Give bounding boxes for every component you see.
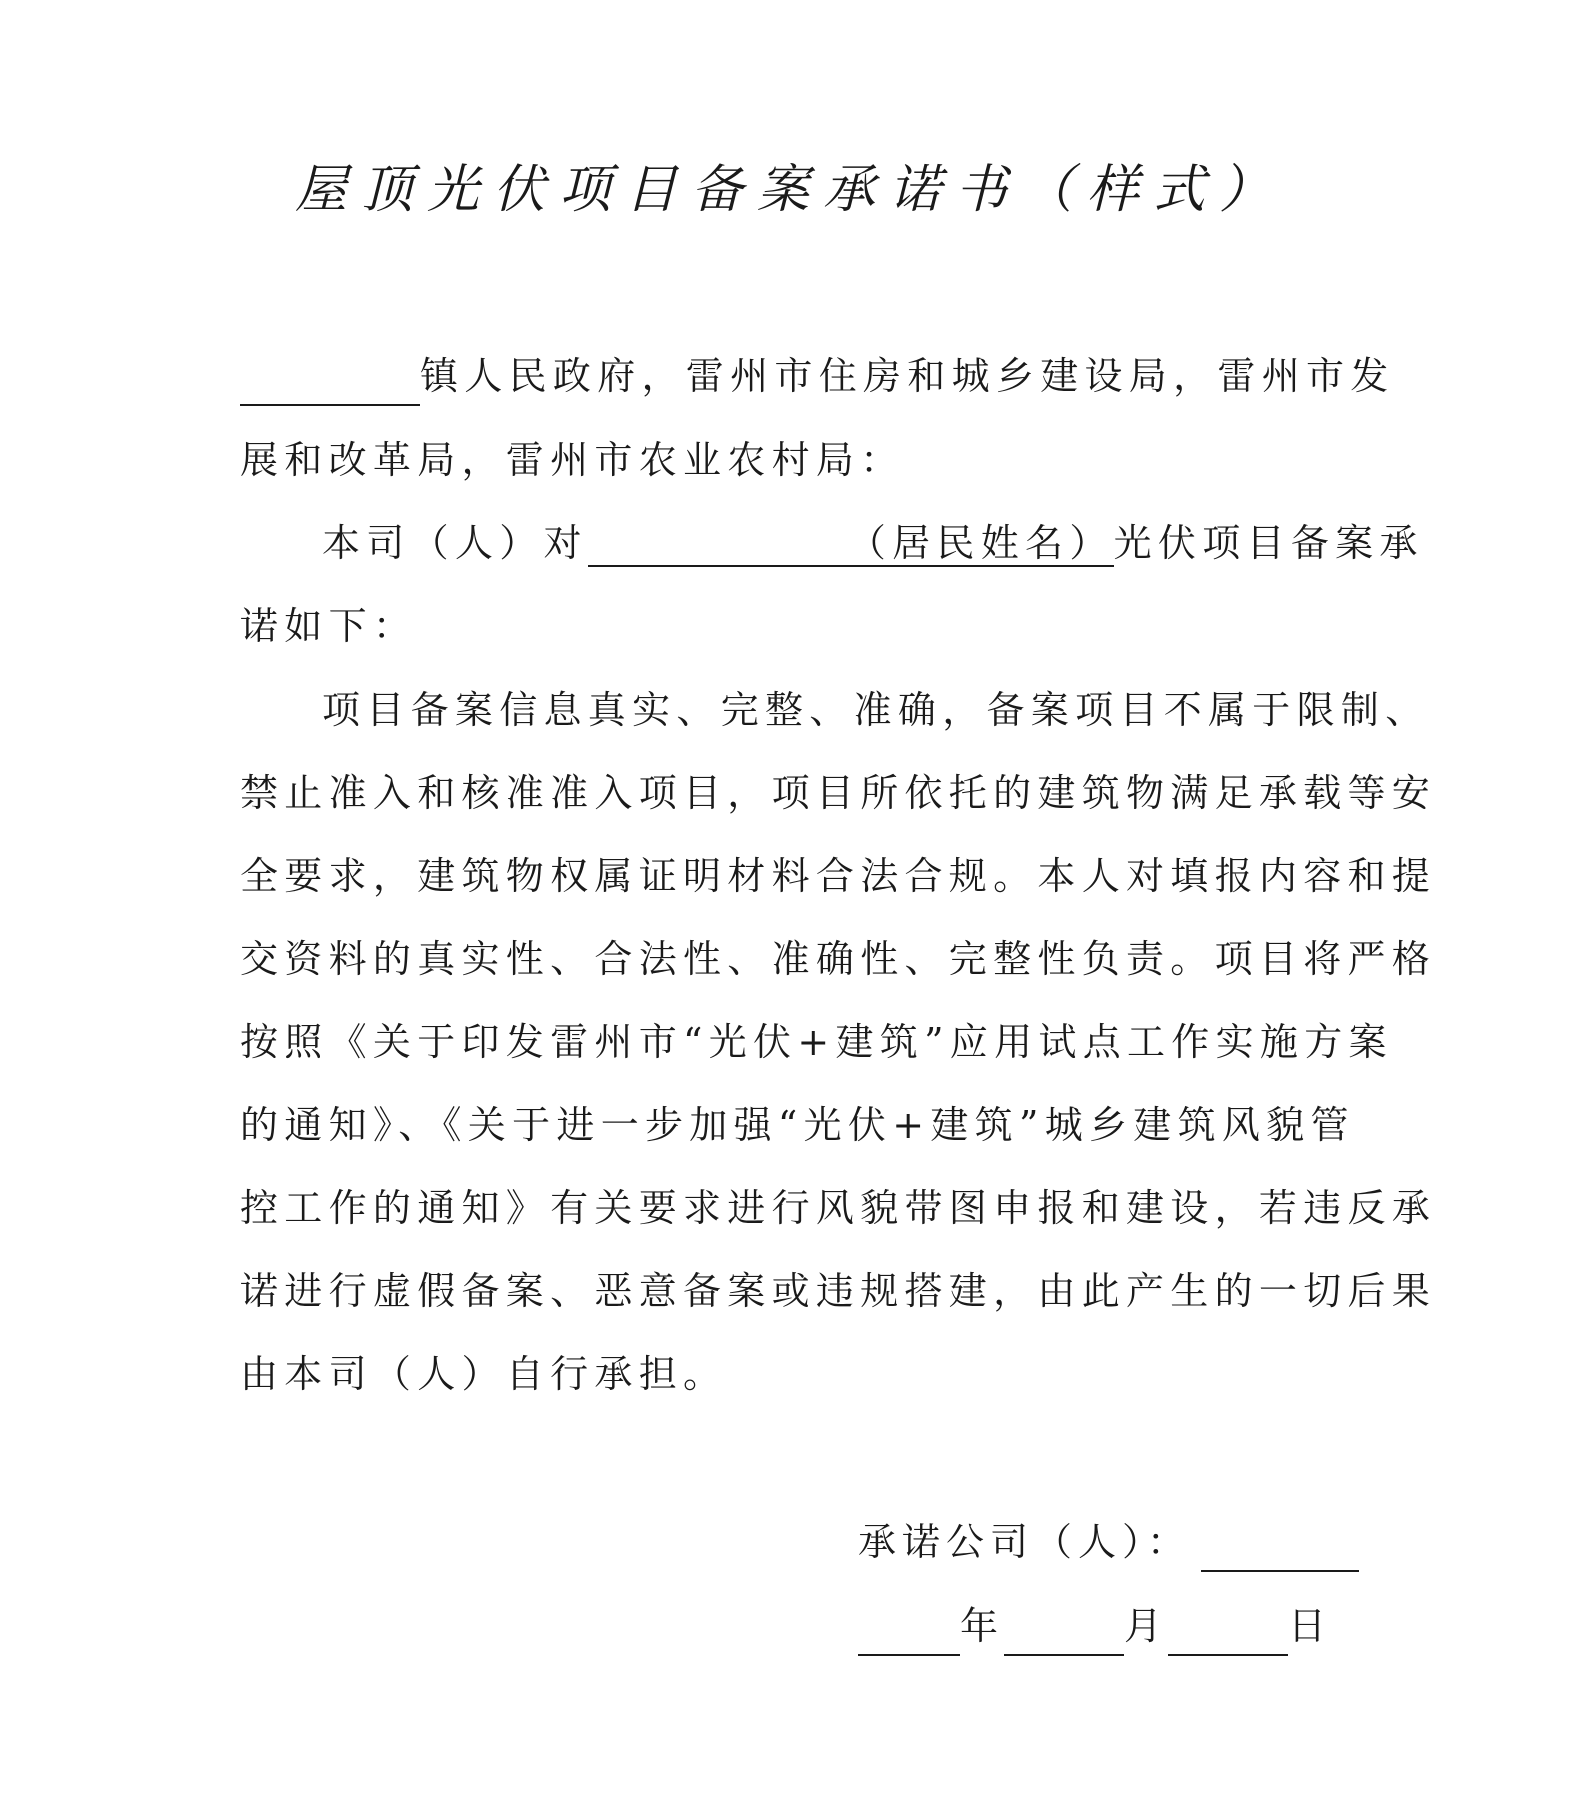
date-line — [858, 1596, 1332, 1656]
body-line: 全要求，建筑物权属证明材料合法合规。本人对填报内容和提 — [240, 854, 1437, 898]
body-line: 项目备案信息真实、完整、准确，备案项目不属于限制、 — [322, 688, 1430, 732]
body-line: 控工作的通知》有关要求进行风貌带图申报和建设，若违反承 — [240, 1186, 1437, 1230]
month-label: 月 — [1124, 1604, 1169, 1648]
day-blank[interactable] — [1168, 1608, 1288, 1656]
body-line: 禁止准入和核准准入项目，项目所依托的建筑物满足承载等安 — [240, 771, 1437, 815]
town-name-blank[interactable] — [240, 358, 420, 406]
addressee-line-2: 展和改革局，雷州市农业农村局： — [240, 438, 905, 482]
body-line: 的通知》、《关于进一步加强“光伏+建筑”城乡建筑风貌管 — [240, 1103, 1355, 1147]
resident-name-hint: （居民姓名） — [847, 521, 1114, 565]
body-line: 按照《关于印发雷州市“光伏+建筑”应用试点工作实施方案 — [240, 1020, 1393, 1064]
promise-suffix: 光伏项目备案承 — [1113, 521, 1424, 565]
signature-blank[interactable] — [1201, 1524, 1359, 1572]
resident-name-field[interactable] — [588, 521, 1114, 567]
year-label: 年 — [960, 1604, 1005, 1648]
signature-line — [858, 1512, 1359, 1572]
body-line: 交资料的真实性、合法性、准确性、完整性负责。项目将严格 — [240, 937, 1437, 981]
body-line: 诺进行虚假备案、恶意备案或违规搭建，由此产生的一切后果 — [240, 1269, 1437, 1313]
year-blank[interactable] — [858, 1608, 960, 1656]
day-label: 日 — [1288, 1604, 1333, 1648]
promise-intro-line — [322, 513, 1424, 573]
promise-intro-line-2: 诺如下： — [240, 604, 418, 648]
addressee-text-1: 镇人民政府，雷州市住房和城乡建设局，雷州市发 — [420, 354, 1395, 398]
signature-label: 承诺公司（人）： — [858, 1520, 1192, 1564]
promise-prefix: 本司（人）对 — [322, 521, 588, 565]
addressee-line-1 — [240, 346, 1395, 406]
body-line: 由本司（人）自行承担。 — [240, 1352, 728, 1396]
document-title: 屋顶光伏项目备案承诺书（样式） — [294, 160, 1285, 220]
month-blank[interactable] — [1004, 1608, 1124, 1656]
